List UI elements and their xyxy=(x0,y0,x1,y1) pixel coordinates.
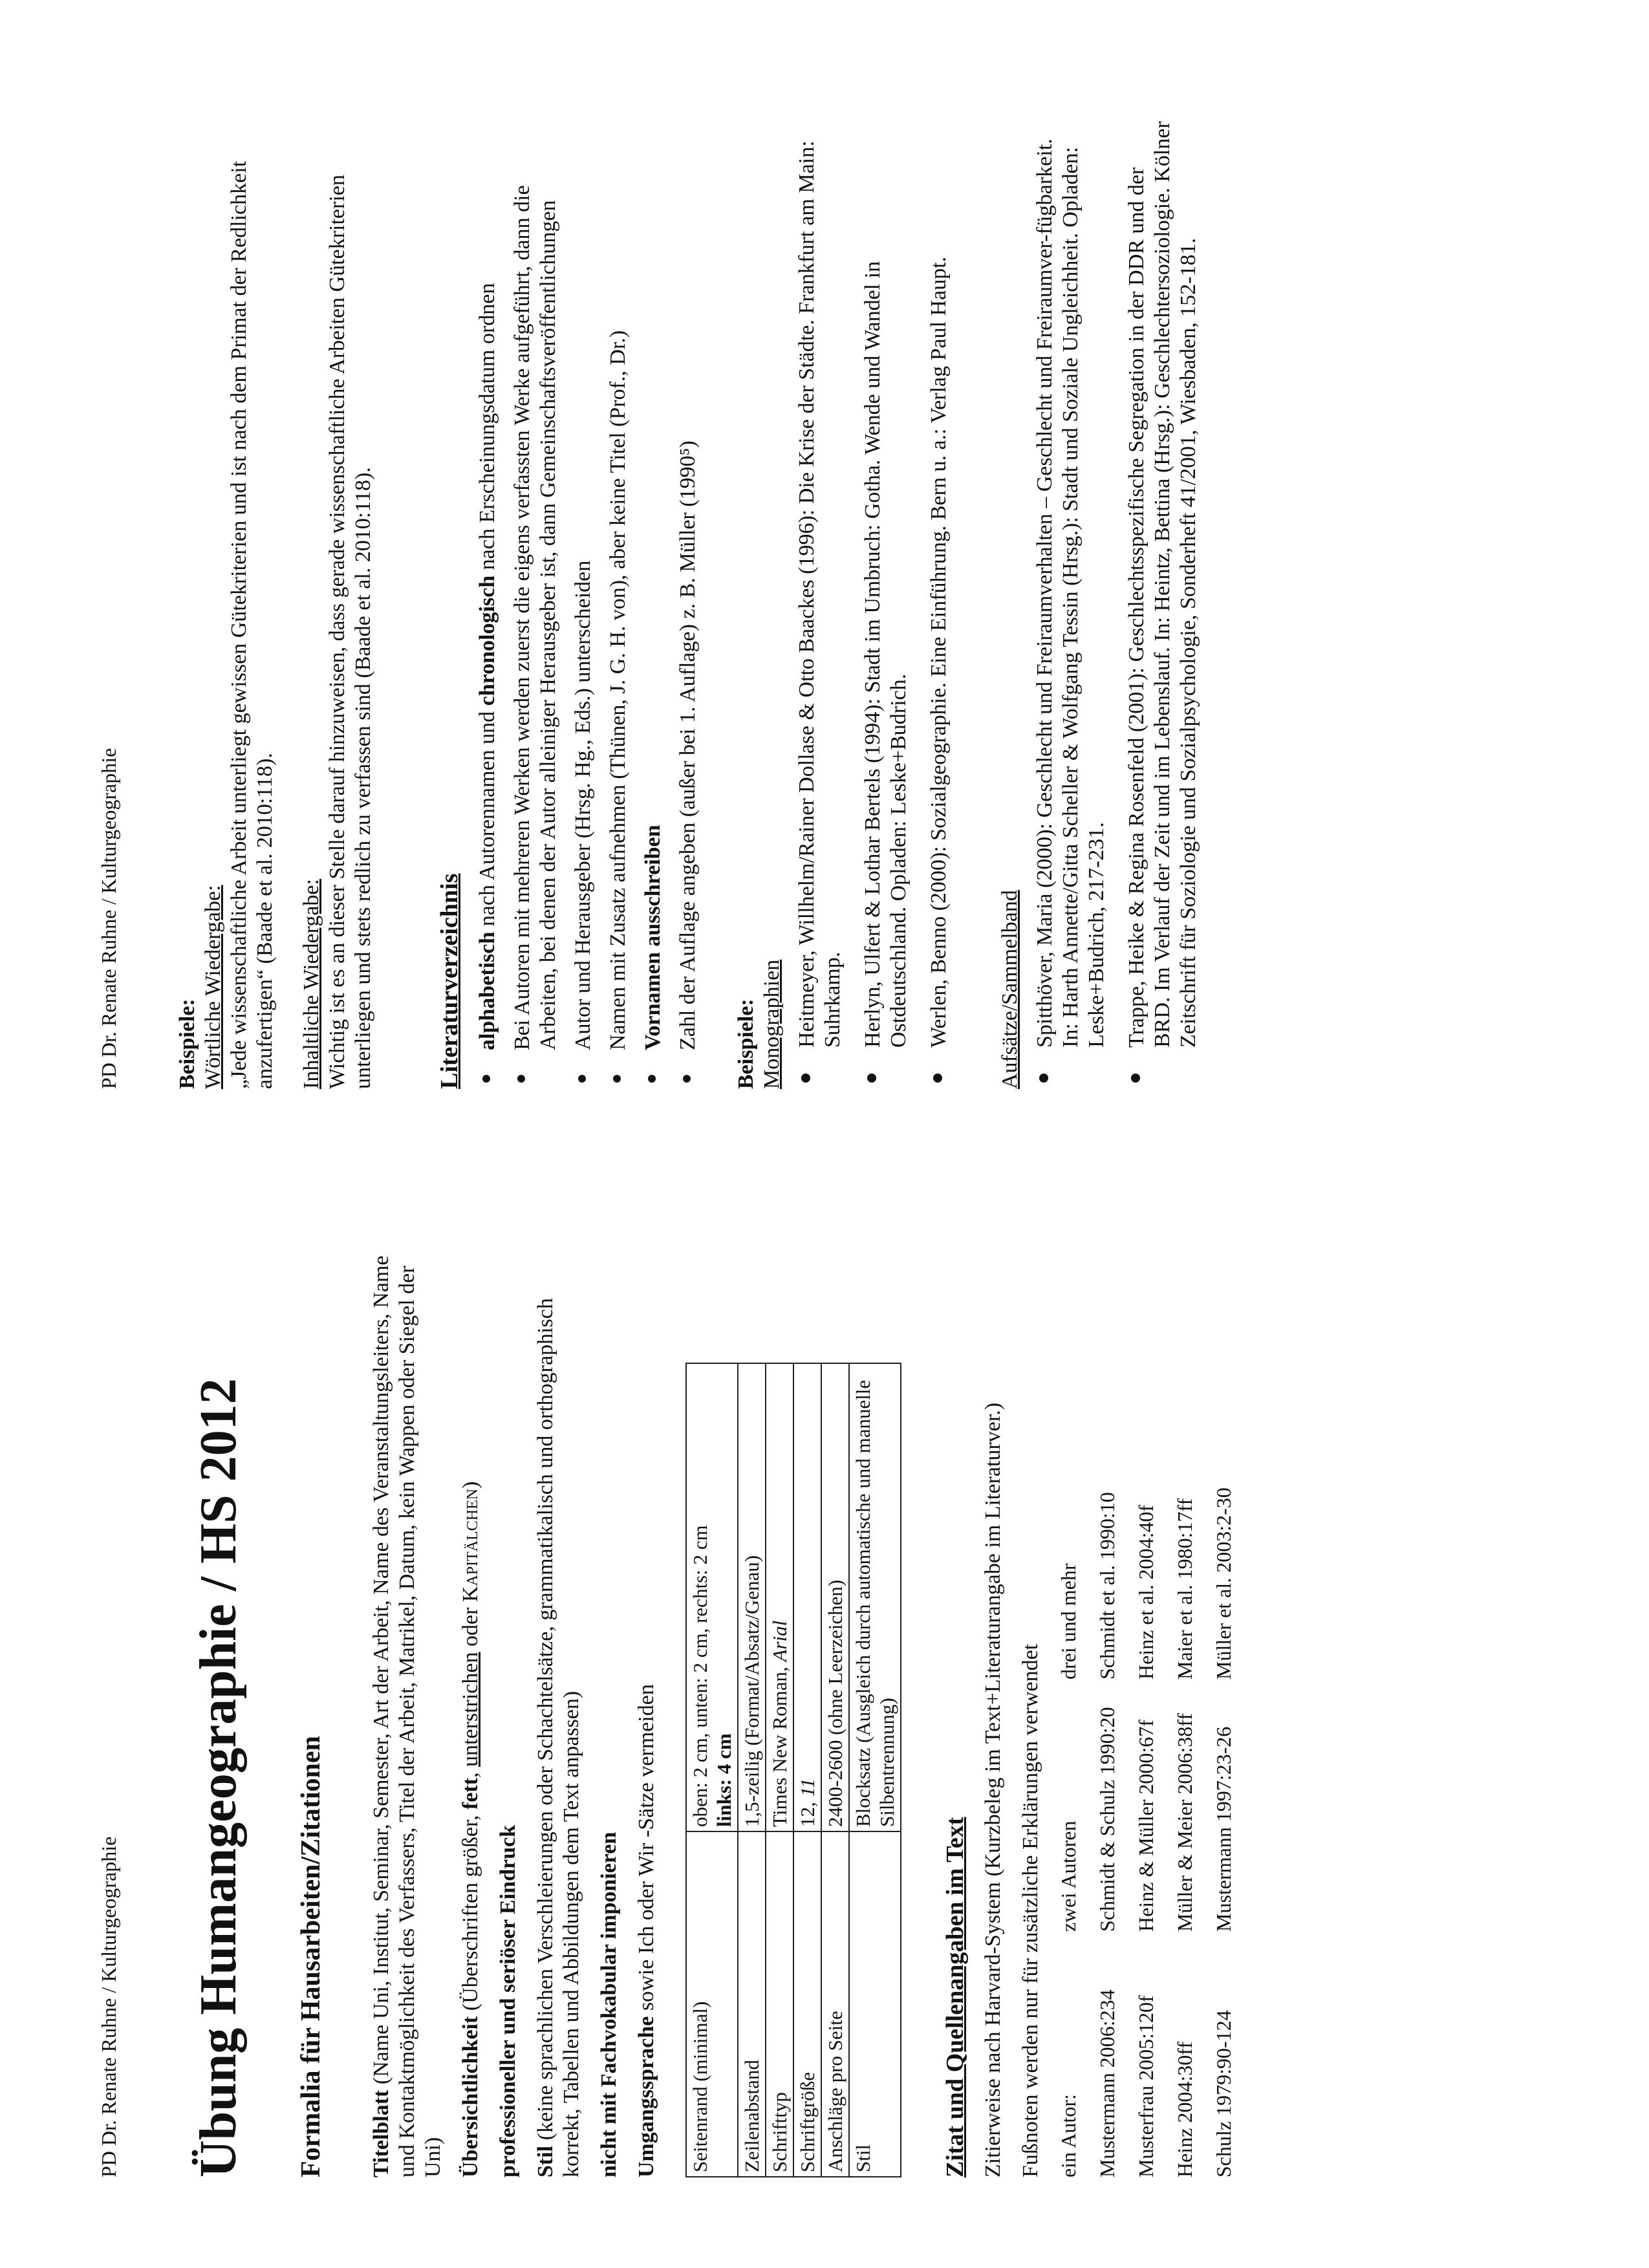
formalia-table xyxy=(685,1363,901,2177)
stil-paragraph xyxy=(533,1246,585,2177)
umgang-text: sowie Ich oder Wir -Sätze vermeiden xyxy=(634,1684,658,2016)
uebersicht-kapitaelchen: Kapitälchen xyxy=(458,1488,482,1603)
titelblatt-text: (Name Uni, Institut, Seminar, Semester, Art der Arbeit, Name des Veranstaltungsleiters, Name und Kontaktmöglichkeit des Verfassers, Titel der Arbeit, Matrikel, Datum, kein Wappen oder Siegel der Uni) xyxy=(369,1255,445,2177)
schrifttyp-value-b: Arial xyxy=(768,1620,791,1662)
stil-text: (keine sprachlichen Verschleierungen oder Schachtelsätze, grammatikalisch und orthographisch korrekt, Tabellen und Abbildungen dem Text anpassen) xyxy=(534,1298,583,2177)
beispiele-label: Beispiele: xyxy=(175,999,199,1089)
bullet-icon xyxy=(867,1074,876,1083)
table-row xyxy=(793,1363,821,2177)
literaturverzeichnis-heading: Literaturverzeichnis xyxy=(436,873,463,1089)
lv1-d: nach Erscheinungsdatum ordnen xyxy=(475,283,499,576)
page-header: PD Dr. Renate Ruhne / Kulturgeographie xyxy=(97,748,120,1089)
cite-header: ein Autor: xyxy=(1057,2094,1080,2177)
schriftgroesse-value-b: 11 xyxy=(796,1778,819,1797)
schrifttyp-value-a: Times New Roman, xyxy=(768,1661,791,1827)
page-header: PD Dr. Renate Ruhne / Kulturgeographie xyxy=(97,1836,120,2177)
cite-example: Heinz 2004:30ff xyxy=(1173,2041,1196,2177)
bullet-icon xyxy=(578,1075,586,1083)
m3: Werlen, Benno (2000): Sozialgeographie. Eine Einführung. Bern u. a.: Verlag Paul Haupt. xyxy=(927,256,951,1048)
litver-list xyxy=(475,119,701,1089)
table-cell-key: Anschläge pro Seite xyxy=(821,1831,849,2177)
aufsaetze-list xyxy=(1032,119,1202,1089)
list-item xyxy=(1032,119,1110,1089)
seitenrand-value-b: links: 4 cm xyxy=(713,1733,735,1827)
table-row xyxy=(821,1363,849,2177)
cite-example: Schmidt et al. 1990:10 xyxy=(1095,1492,1119,1679)
table-cell-value xyxy=(766,1363,793,1831)
cite-example: Heinz & Müller 2000:67f xyxy=(1134,1720,1158,1932)
lv6: Zahl der Auflage angeben (außer bei 1. Auflage) z. B. Müller (1990⁵) xyxy=(676,440,700,1050)
bullet-icon xyxy=(482,1075,490,1083)
list-item xyxy=(675,119,701,1089)
cite-example: Heinz et al. 2004:40f xyxy=(1134,1504,1158,1679)
table-cell-value xyxy=(686,1363,738,1831)
zitat-heading: Zitat und Quellenangaben im Text xyxy=(942,1817,969,2177)
right-column xyxy=(175,119,1221,1089)
monographien-list xyxy=(794,119,952,1089)
s1: Spitthöver, Maria (2000): Geschlecht und Freiraumverhalten – Geschlecht und Freiraumver-fügbarkeit. In: Harth Annette/Gitta Scheller & Wolfgang Tessin (Hrsg.): Stadt und Soziale Ungleichheit. Opladen: Leske+Budrich, 217-231. xyxy=(1033,138,1108,1048)
list-item xyxy=(794,119,846,1089)
cite-example: Mustermann 1997:23-26 xyxy=(1212,1726,1235,1932)
lv5: Vornamen ausschreiben xyxy=(641,825,665,1050)
inhaltlich-text: Wichtig ist es an dieser Stelle darauf hinzuweisen, dass gerade wissenschaftliche Arbeiten Gütekriterien unterliegen und stets redlich zu verfassen sind (Baade et al. 2010:118). xyxy=(325,175,375,1089)
inhaltlich-block xyxy=(299,119,376,1089)
monographien-label: Monographien xyxy=(760,959,784,1089)
cite-example: Mustermann 2006:234 xyxy=(1095,1989,1119,2177)
table-cell-key: Stil xyxy=(849,1831,901,2177)
zitat-paragraph-1: Zitierweise nach Harvard-System (Kurzbeleg im Text+Literaturangabe im Literaturver.) xyxy=(981,1402,1005,2177)
table-row xyxy=(738,1363,766,2177)
list-item xyxy=(605,119,631,1089)
table-cell-key: Schrifttyp xyxy=(766,1831,793,2177)
cite-example: Maier et al. 1980:17ff xyxy=(1173,1498,1196,1679)
list-item xyxy=(1124,119,1202,1089)
table-cell-value: Blocksatz (Ausgleich durch automatische und manuelle Silbentrennung) xyxy=(849,1363,901,1831)
lv2: Bei Autoren mit mehreren Werken werden zuerst die eigens verfassten Werke aufgeführt, dann die Arbeiten, bei denen der Autor alleiniger Herausgeber ist, dann Gemeinschaftsveröffentlichungen xyxy=(510,185,560,1050)
beispiele2-label: Beispiele: xyxy=(734,999,758,1089)
uebersicht-oder: oder xyxy=(458,1602,482,1652)
umgang-paragraph xyxy=(634,1246,660,2177)
lv4: Namen mit Zusatz aufnehmen (Thünen, J. G. H. von), aber keine Titel (Prof., Dr.) xyxy=(606,330,630,1050)
table-row xyxy=(686,1363,738,2177)
table-cell-value: 1,5-zeilig (Format/Absatz/Genau) xyxy=(738,1363,766,1831)
inhaltlich-label: Inhaltliche Wiedergabe: xyxy=(299,879,323,1089)
woertlich-text: „Jede wissenschaftliche Arbeit unterliegt gewissen Gütekriterien und ist nach dem Primat der Redlichkeit anzufertigen“ (Baade et al. 2010:118). xyxy=(227,160,277,1089)
cite-example: Müller et al. 2003:2-30 xyxy=(1212,1487,1235,1679)
cite-header: zwei Autoren xyxy=(1057,1820,1080,1932)
fachvokabular-text: nicht mit Fachvokabular imponieren xyxy=(597,1831,621,2177)
cite-example: Musterfrau 2005:120f xyxy=(1134,1995,1158,2177)
table-cell-value xyxy=(793,1363,821,1831)
cite-example: Schmidt & Schulz 1990:20 xyxy=(1095,1707,1119,1932)
bullet-icon xyxy=(683,1075,691,1083)
stil-label: Stil xyxy=(534,2145,557,2177)
list-item xyxy=(640,119,666,1089)
left-column xyxy=(149,1246,1236,2177)
bullet-icon xyxy=(517,1075,525,1083)
professionell-line xyxy=(495,1246,521,2177)
table-cell-key: Zeilenabstand xyxy=(738,1831,766,2177)
professionell-text: professioneller und seriöser Eindruck xyxy=(496,1825,520,2177)
bullet-icon xyxy=(801,1074,810,1083)
uebersicht-fett: fett xyxy=(458,1778,482,1810)
bullet-icon xyxy=(1131,1074,1140,1083)
schriftgroesse-value-a: 12, xyxy=(796,1797,819,1827)
bullet-icon xyxy=(613,1075,621,1083)
bullet-icon xyxy=(648,1075,656,1083)
citation-examples xyxy=(1055,1246,1236,2177)
bullet-icon xyxy=(1039,1074,1048,1083)
table-cell-key: Schriftgröße xyxy=(793,1831,821,2177)
list-item xyxy=(475,119,501,1089)
table-row xyxy=(849,1363,901,2177)
list-item xyxy=(926,119,952,1089)
beispiele-block xyxy=(175,119,278,1089)
lv1-c: chronologisch xyxy=(475,575,499,706)
zitat-paragraph-2: Fußnoten werden nur für zusätzliche Erklärungen verwendet xyxy=(1018,1643,1042,2177)
umgang-label: Umgangssprache xyxy=(634,2016,658,2177)
lv1-b: nach Autorennamen und xyxy=(475,706,499,932)
lv3: Autor und Herausgeber (Hrsg. Hg., Eds.) unterscheiden xyxy=(571,560,595,1050)
m1: Heitmeyer, Willhelm/Rainer Dollase & Otto Baackes (1996): Die Krise der Städte. Frankfurt am Main: Suhrkamp. xyxy=(795,140,845,1048)
titelblatt-label: Titelblatt xyxy=(369,2090,393,2177)
list-item xyxy=(860,119,912,1089)
page-subtitle: Formalia für Hausarbeiten/Zitationen xyxy=(296,1736,326,2177)
list-item xyxy=(570,119,596,1089)
uebersicht-label: Übersichtlichkeit xyxy=(458,2016,482,2177)
cite-example: Schulz 1979:90-124 xyxy=(1212,2010,1235,2177)
uebersicht-end: ) xyxy=(458,1481,482,1489)
table-cell-value: 2400-2600 (ohne Leerzeichen) xyxy=(821,1363,849,1831)
table-row xyxy=(766,1363,793,2177)
m2: Herlyn, Ulfert & Lothar Bertels (1994): Stadt im Umbruch: Gotha. Wende und Wandel in Ostdeutschland. Opladen: Leske+Budrich. xyxy=(861,261,911,1048)
uebersicht-unterstrichen: unterstrichen xyxy=(458,1652,482,1767)
cite-header: drei und mehr xyxy=(1057,1563,1080,1679)
lv1-a: alphabetisch xyxy=(475,931,499,1050)
s2: Trappe, Heike & Regina Rosenfeld (2001): Geschlechtsspezifische Segregation in der DDR und der BRD. Im Verlauf der Zeit und im Lebenslauf. In: Heintz, Bettina (Hrsg.): Geschlechtersoziologie. Kölner Zeitschrift für Soziologie und Sozialpsychologie, Sonderheft 41/2001, Wiesbaden, 152-181. xyxy=(1125,121,1200,1048)
uebersicht-pre: (Überschriften größer, xyxy=(458,1809,482,2016)
fachvokabular-line xyxy=(596,1246,622,2177)
seitenrand-value-a: oben: 2 cm, unten: 2 cm, rechts: 2 cm xyxy=(689,1525,711,1827)
woertlich-label: Wörtliche Wiedergabe: xyxy=(201,885,225,1089)
uebersicht-comma: , xyxy=(458,1767,482,1778)
list-item xyxy=(510,119,561,1089)
uebersicht-paragraph xyxy=(458,1246,484,2177)
left-page xyxy=(0,1134,1649,2268)
aufsaetze-label: Aufsätze/Sammelband xyxy=(998,890,1022,1089)
titelblatt-paragraph xyxy=(369,1246,446,2177)
page-title: Übung Humangeographie / HS 2012 xyxy=(190,1378,247,2177)
bullet-icon xyxy=(933,1074,942,1083)
table-cell-key: Seitenrand (minimal) xyxy=(686,1831,738,2177)
cite-example: Müller & Meier 2006:38ff xyxy=(1173,1712,1196,1932)
